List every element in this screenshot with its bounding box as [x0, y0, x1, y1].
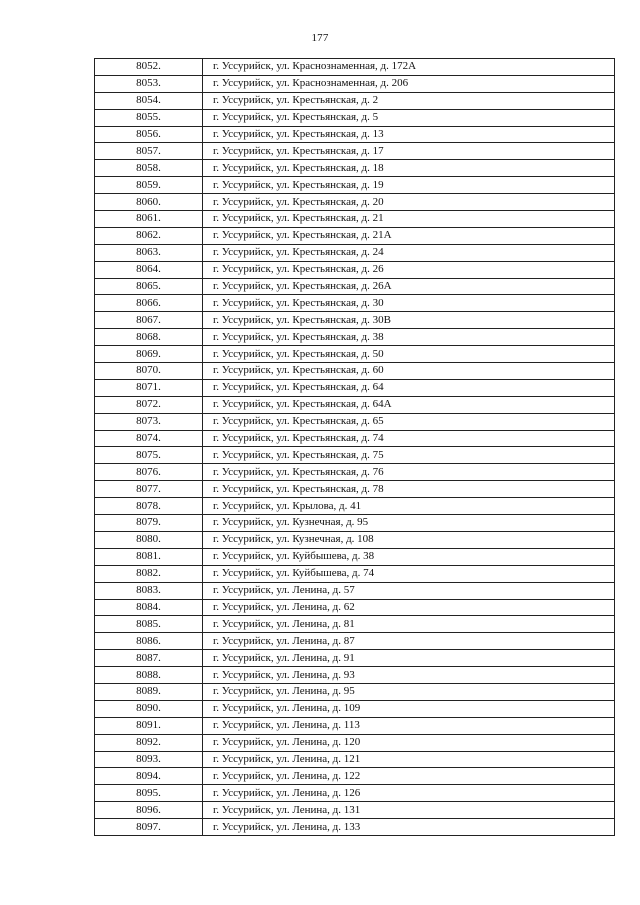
table-row — [95, 430, 615, 447]
row-address: г. Уссурийск, ул. Крестьянская, д. 64 — [203, 379, 615, 396]
address-table-body — [95, 59, 615, 836]
table-row — [95, 244, 615, 261]
row-number: 8083. — [95, 582, 203, 599]
table-row — [95, 464, 615, 481]
row-address: г. Уссурийск, ул. Куйбышева, д. 74 — [203, 565, 615, 582]
row-address: г. Уссурийск, ул. Крестьянская, д. 19 — [203, 177, 615, 194]
table-row — [95, 802, 615, 819]
address-table — [94, 58, 615, 836]
table-row — [95, 346, 615, 363]
row-address: г. Уссурийск, ул. Ленина, д. 81 — [203, 616, 615, 633]
row-number: 8095. — [95, 785, 203, 802]
row-address: г. Уссурийск, ул. Крестьянская, д. 20 — [203, 194, 615, 211]
row-number: 8067. — [95, 312, 203, 329]
table-row — [95, 211, 615, 228]
table-row — [95, 396, 615, 413]
row-number: 8084. — [95, 599, 203, 616]
row-address: г. Уссурийск, ул. Ленина, д. 91 — [203, 650, 615, 667]
row-number: 8080. — [95, 531, 203, 548]
row-number: 8071. — [95, 379, 203, 396]
table-row — [95, 177, 615, 194]
row-number: 8096. — [95, 802, 203, 819]
table-row — [95, 565, 615, 582]
table-row — [95, 312, 615, 329]
page-number: 177 — [311, 32, 329, 44]
row-address: г. Уссурийск, ул. Крестьянская, д. 38 — [203, 329, 615, 346]
row-number: 8058. — [95, 160, 203, 177]
row-address: г. Уссурийск, ул. Крестьянская, д. 21 — [203, 211, 615, 228]
row-number: 8094. — [95, 768, 203, 785]
table-row — [95, 683, 615, 700]
row-address: г. Уссурийск, ул. Ленина, д. 133 — [203, 819, 615, 836]
row-number: 8066. — [95, 295, 203, 312]
row-address: г. Уссурийск, ул. Крестьянская, д. 26А — [203, 278, 615, 295]
row-address: г. Уссурийск, ул. Крылова, д. 41 — [203, 498, 615, 515]
row-address: г. Уссурийск, ул. Крестьянская, д. 75 — [203, 447, 615, 464]
row-address: г. Уссурийск, ул. Ленина, д. 62 — [203, 599, 615, 616]
row-number: 8091. — [95, 717, 203, 734]
row-address: г. Уссурийск, ул. Крестьянская, д. 64А — [203, 396, 615, 413]
row-address: г. Уссурийск, ул. Ленина, д. 122 — [203, 768, 615, 785]
table-row — [95, 751, 615, 768]
row-address: г. Уссурийск, ул. Крестьянская, д. 60 — [203, 363, 615, 380]
row-address: г. Уссурийск, ул. Ленина, д. 113 — [203, 717, 615, 734]
table-row — [95, 59, 615, 76]
row-number: 8093. — [95, 751, 203, 768]
row-address: г. Уссурийск, ул. Крестьянская, д. 17 — [203, 143, 615, 160]
row-number: 8092. — [95, 734, 203, 751]
row-number: 8086. — [95, 633, 203, 650]
table-row — [95, 379, 615, 396]
table-row — [95, 295, 615, 312]
table-row — [95, 329, 615, 346]
row-address: г. Уссурийск, ул. Крестьянская, д. 78 — [203, 481, 615, 498]
table-row — [95, 548, 615, 565]
table-row — [95, 75, 615, 92]
row-number: 8059. — [95, 177, 203, 194]
row-address: г. Уссурийск, ул. Крестьянская, д. 18 — [203, 160, 615, 177]
row-number: 8069. — [95, 346, 203, 363]
table-row — [95, 160, 615, 177]
row-address: г. Уссурийск, ул. Ленина, д. 120 — [203, 734, 615, 751]
row-address: г. Уссурийск, ул. Ленина, д. 57 — [203, 582, 615, 599]
row-number: 8072. — [95, 396, 203, 413]
row-address: г. Уссурийск, ул. Ленина, д. 95 — [203, 683, 615, 700]
row-number: 8074. — [95, 430, 203, 447]
row-number: 8057. — [95, 143, 203, 160]
row-address: г. Уссурийск, ул. Крестьянская, д. 76 — [203, 464, 615, 481]
row-address: г. Уссурийск, ул. Крестьянская, д. 74 — [203, 430, 615, 447]
row-address: г. Уссурийск, ул. Ленина, д. 109 — [203, 700, 615, 717]
row-number: 8053. — [95, 75, 203, 92]
row-address: г. Уссурийск, ул. Крестьянская, д. 13 — [203, 126, 615, 143]
row-number: 8075. — [95, 447, 203, 464]
row-address: г. Уссурийск, ул. Крестьянская, д. 26 — [203, 261, 615, 278]
row-number: 8077. — [95, 481, 203, 498]
row-address: г. Уссурийск, ул. Краснознаменная, д. 172А — [203, 59, 615, 76]
row-number: 8061. — [95, 211, 203, 228]
table-row — [95, 633, 615, 650]
row-address: г. Уссурийск, ул. Крестьянская, д. 5 — [203, 109, 615, 126]
row-address: г. Уссурийск, ул. Ленина, д. 126 — [203, 785, 615, 802]
row-address: г. Уссурийск, ул. Ленина, д. 87 — [203, 633, 615, 650]
table-row — [95, 599, 615, 616]
row-address: г. Уссурийск, ул. Ленина, д. 131 — [203, 802, 615, 819]
row-number: 8063. — [95, 244, 203, 261]
row-address: г. Уссурийск, ул. Крестьянская, д. 21А — [203, 227, 615, 244]
row-address: г. Уссурийск, ул. Крестьянская, д. 30В — [203, 312, 615, 329]
row-number: 8070. — [95, 363, 203, 380]
table-row — [95, 227, 615, 244]
row-number: 8089. — [95, 683, 203, 700]
row-number: 8078. — [95, 498, 203, 515]
row-number: 8056. — [95, 126, 203, 143]
table-row — [95, 582, 615, 599]
row-number: 8097. — [95, 819, 203, 836]
table-row — [95, 768, 615, 785]
table-row — [95, 717, 615, 734]
row-number: 8090. — [95, 700, 203, 717]
table-row — [95, 278, 615, 295]
table-row — [95, 515, 615, 532]
row-number: 8060. — [95, 194, 203, 211]
row-address: г. Уссурийск, ул. Ленина, д. 121 — [203, 751, 615, 768]
table-row — [95, 143, 615, 160]
table-row — [95, 109, 615, 126]
row-number: 8087. — [95, 650, 203, 667]
row-address: г. Уссурийск, ул. Кузнечная, д. 108 — [203, 531, 615, 548]
row-number: 8064. — [95, 261, 203, 278]
row-address: г. Уссурийск, ул. Краснознаменная, д. 206 — [203, 75, 615, 92]
row-number: 8068. — [95, 329, 203, 346]
row-number: 8082. — [95, 565, 203, 582]
row-address: г. Уссурийск, ул. Крестьянская, д. 24 — [203, 244, 615, 261]
table-row — [95, 819, 615, 836]
table-row — [95, 650, 615, 667]
table-row — [95, 261, 615, 278]
row-number: 8054. — [95, 92, 203, 109]
row-number: 8076. — [95, 464, 203, 481]
table-row — [95, 785, 615, 802]
row-number: 8088. — [95, 667, 203, 684]
row-number: 8073. — [95, 413, 203, 430]
table-row — [95, 194, 615, 211]
table-row — [95, 531, 615, 548]
row-number: 8085. — [95, 616, 203, 633]
row-address: г. Уссурийск, ул. Крестьянская, д. 30 — [203, 295, 615, 312]
row-address: г. Уссурийск, ул. Крестьянская, д. 50 — [203, 346, 615, 363]
row-address: г. Уссурийск, ул. Куйбышева, д. 38 — [203, 548, 615, 565]
table-row — [95, 413, 615, 430]
table-row — [95, 126, 615, 143]
table-row — [95, 363, 615, 380]
row-number: 8055. — [95, 109, 203, 126]
table-row — [95, 498, 615, 515]
table-row — [95, 700, 615, 717]
row-address: г. Уссурийск, ул. Кузнечная, д. 95 — [203, 515, 615, 532]
table-row — [95, 734, 615, 751]
table-row — [95, 481, 615, 498]
table-row — [95, 616, 615, 633]
row-address: г. Уссурийск, ул. Крестьянская, д. 2 — [203, 92, 615, 109]
row-address: г. Уссурийск, ул. Крестьянская, д. 65 — [203, 413, 615, 430]
row-number: 8065. — [95, 278, 203, 295]
row-address: г. Уссурийск, ул. Ленина, д. 93 — [203, 667, 615, 684]
table-row — [95, 667, 615, 684]
row-number: 8062. — [95, 227, 203, 244]
row-number: 8081. — [95, 548, 203, 565]
table-row — [95, 92, 615, 109]
row-number: 8079. — [95, 515, 203, 532]
table-row — [95, 447, 615, 464]
row-number: 8052. — [95, 59, 203, 76]
